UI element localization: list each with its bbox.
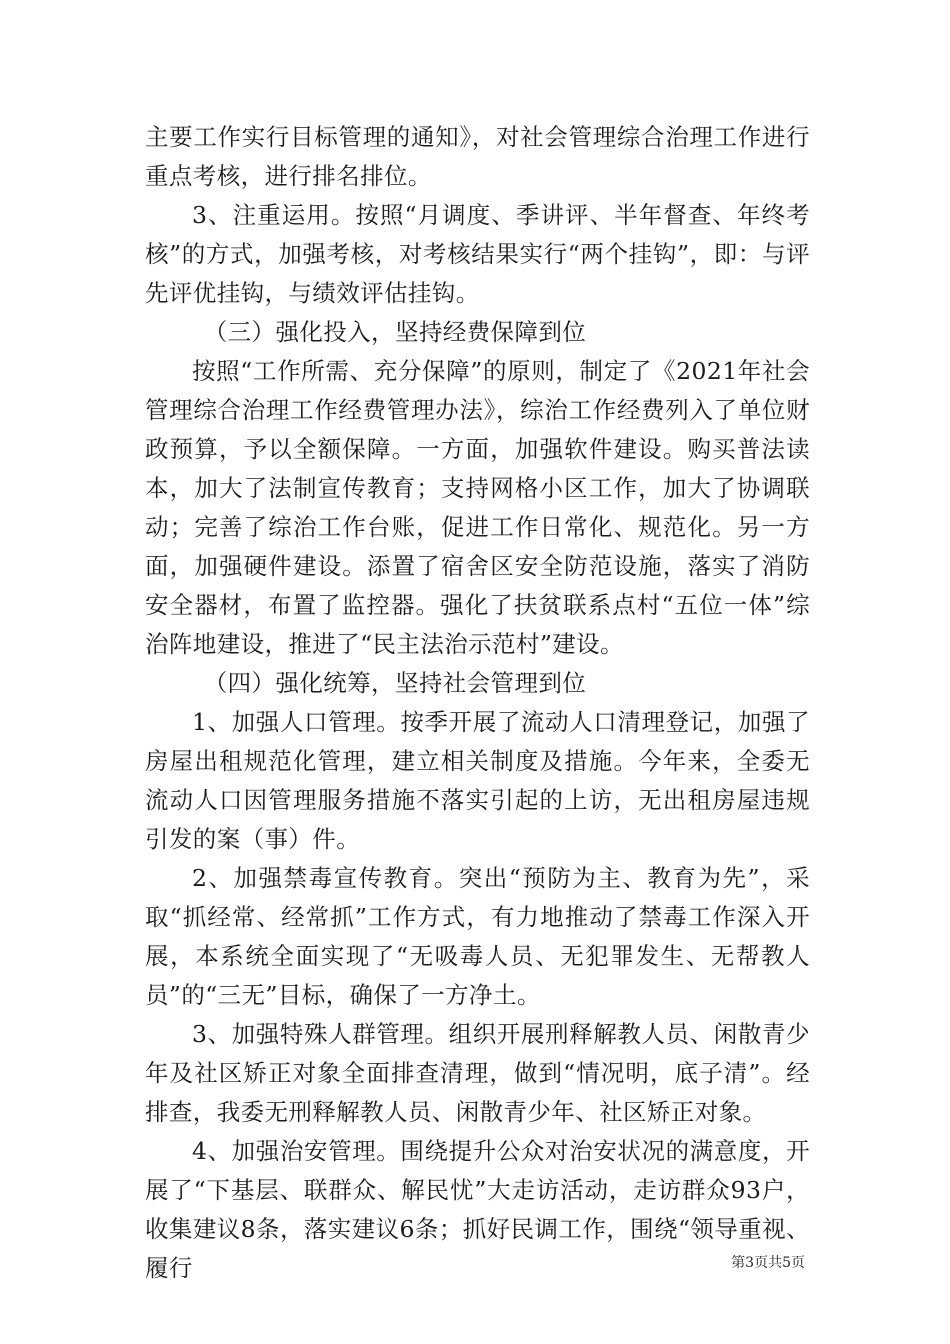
section-heading-4: （四）强化统筹，坚持社会管理到位: [203, 669, 587, 697]
page-number: 第3页共5页: [731, 1255, 805, 1271]
paragraph-funding: 按照“工作所需、充分保障”的原则，制定了《2021年社会管理综合治理工作经费管理办法》，综治工作经费列入了单位财政预算，予以全额保障。一方面，加强软件建设。购买普法读本，加大了法制宣传教育；支持网格小区工作，加大了协调联动；完善了综治工作台账，促进工作日常化、规范化。另一方面，加强硬件建设。添置了宿舍区安全防范设施，落实了消防安全器材，布置了监控器。强化了扶贫联系点村“五位一体”综治阵地建设，推进了“民主法治示范村”建设。: [145, 357, 810, 658]
paragraph-item-4-security: 4、加强治安管理。围绕提升公众对治安状况的满意度，开展了“下基层、联群众、解民忧”大走访活动，走访群众93户，收集建议8条，落实建议6条；抓好民调工作，围绕“领导重视、履行: [145, 1137, 810, 1282]
paragraph-continuation: 主要工作实行目标管理的通知》，对社会管理综合治理工作进行重点考核，进行排名排位。: [145, 123, 810, 190]
paragraph-item-3-special: 3、加强特殊人群管理。组织开展刑释解教人员、闲散青少年及社区矫正对象全面排查清理，做到“情况明，底子清”。经排查，我委无刑释解教人员、闲散青少年、社区矫正对象。: [145, 1020, 810, 1126]
paragraph-item-1-population: 1、加强人口管理。按季开展了流动人口清理登记，加强了房屋出租规范化管理，建立相关制度及措施。今年来，全委无流动人口因管理服务措施不落实引起的上访，无出租房屋违规引发的案（事）件。: [145, 708, 810, 853]
section-heading-3: （三）强化投入，坚持经费保障到位: [203, 318, 587, 346]
paragraph-item-3-apply: 3、注重运用。按照“月调度、季讲评、半年督查、年终考核”的方式，加强考核，对考核结果实行“两个挂钩”，即：与评先评优挂钩，与绩效评估挂钩。: [145, 201, 810, 307]
paragraph-item-2-drug: 2、加强禁毒宣传教育。突出“预防为主、教育为先”，采取“抓经常、经常抓”工作方式，有力地推动了禁毒工作深入开展，本系统全面实现了“无吸毒人员、无犯罪发生、无帮教人员”的“三无”目标，确保了一方净土。: [145, 864, 810, 1009]
document-page: [145, 118, 810, 1288]
